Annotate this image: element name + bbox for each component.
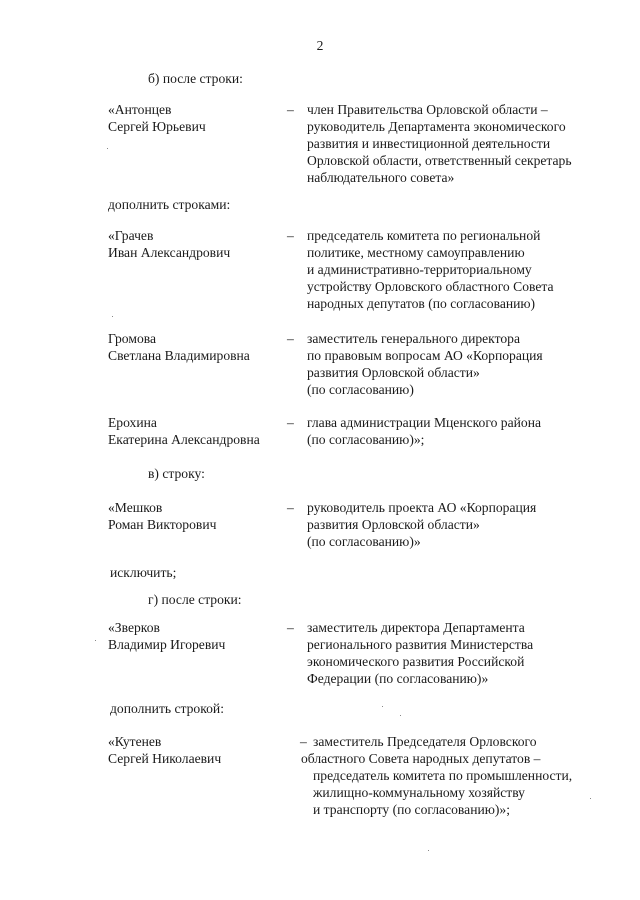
note-add-line: дополнить строкой: bbox=[110, 701, 224, 716]
member-name: Громова Светлана Владимировна bbox=[108, 331, 250, 363]
dash: – bbox=[287, 102, 294, 117]
note-add-lines: дополнить строками: bbox=[108, 197, 231, 212]
member-name: «Грачев Иван Александрович bbox=[108, 228, 231, 260]
dash: – bbox=[287, 620, 294, 635]
member-name: «Антонцев Сергей Юрьевич bbox=[108, 102, 206, 134]
scan-speck bbox=[400, 715, 401, 716]
member-description: заместитель генерального директора по правовым вопросам АО «Корпорация развития Орловской области» (по согласованию) bbox=[307, 331, 543, 397]
member-description: глава администрации Мценского района (по согласованию)»; bbox=[307, 415, 542, 447]
page-number: 2 bbox=[316, 38, 324, 53]
dash: – bbox=[300, 734, 307, 749]
scan-speck bbox=[428, 850, 429, 851]
subheading-b: б) после строки: bbox=[148, 71, 243, 86]
note-exclude: исключить; bbox=[110, 565, 177, 580]
scan-speck bbox=[95, 640, 96, 641]
scan-speck bbox=[107, 148, 108, 149]
member-description: член Правительства Орловской области – руководитель Департамента экономического развития и инвестиционной деятельности Орловской области, ответственный секретарь наблюдательного совета» bbox=[307, 102, 572, 185]
dash: – bbox=[287, 415, 294, 430]
member-description: заместитель Председателя Орловского областного Совета народных депутатов – председатель комитета по промышленности, жилищно-коммунальному хозяйству и транспорту (по согласованию)»; bbox=[301, 734, 573, 817]
scan-speck bbox=[112, 316, 113, 317]
member-description: руководитель проекта АО «Корпорация развития Орловской области» (по согласованию)» bbox=[307, 500, 537, 549]
dash: – bbox=[287, 228, 294, 243]
subheading-g: г) после строки: bbox=[148, 592, 242, 607]
scan-speck bbox=[590, 798, 591, 799]
member-name: «Зверков Владимир Игоревич bbox=[108, 620, 226, 652]
scan-speck bbox=[382, 706, 383, 707]
subheading-v: в) строку: bbox=[148, 466, 205, 481]
dash: – bbox=[287, 500, 294, 515]
member-name: «Мешков Роман Викторович bbox=[108, 500, 217, 532]
dash: – bbox=[287, 331, 294, 346]
member-description: заместитель директора Департамента регионального развития Министерства экономического развития Российской Федерации (по согласованию)» bbox=[307, 620, 534, 686]
member-name: Ерохина Екатерина Александровна bbox=[108, 415, 260, 447]
member-name: «Кутенев Сергей Николаевич bbox=[108, 734, 222, 766]
member-description: председатель комитета по региональной политике, местному самоуправлению и административно-территориальному устройству Орловского областного Совета народных депутатов (по согласованию) bbox=[307, 228, 554, 311]
